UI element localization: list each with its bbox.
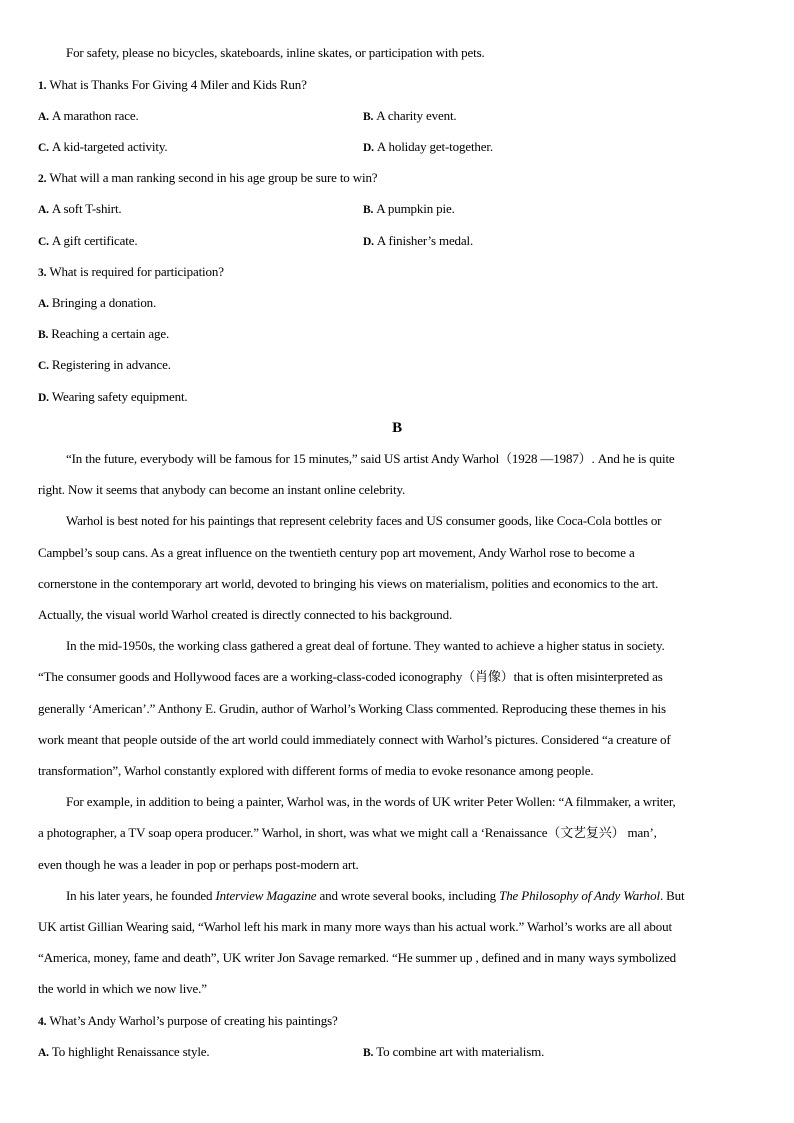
q3-option-d — [38, 389, 188, 406]
question-1 — [38, 77, 307, 94]
question-text: What is Thanks For Giving 4 Miler and Kids Run? — [49, 77, 307, 92]
passage-line — [66, 888, 684, 904]
question-2 — [38, 170, 377, 187]
option-label: C. — [38, 236, 49, 248]
q3-option-a — [38, 295, 156, 312]
option-label: B. — [38, 329, 49, 341]
question-text: What’s Andy Warhol’s purpose of creating his paintings? — [49, 1013, 338, 1028]
text-run: . But — [659, 888, 685, 903]
option-text: A marathon race. — [51, 108, 139, 123]
magazine-title: Interview Magazine — [215, 888, 317, 903]
question-3 — [38, 264, 224, 281]
passage-line: For example, in addition to being a painter, Warhol was, in the words of UK writer Peter Wollen: “A filmmaker, a writer, — [66, 794, 676, 809]
q3-option-c — [38, 357, 171, 374]
passage-line: generally ‘American’.” Anthony E. Grudin, author of Warhol’s Working Class commented. Reproducing these themes in his — [38, 701, 666, 716]
q4-option-a — [38, 1044, 210, 1061]
passage-line: Actually, the visual world Warhol created is directly connected to his background. — [38, 607, 453, 622]
option-label: A. — [38, 298, 49, 310]
option-label: C. — [38, 142, 49, 154]
q2-option-c — [38, 233, 137, 250]
passage-line: “In the future, everybody will be famous for 15 minutes,” said US artist Andy Warhol（1928 —1987）. And he is quite — [66, 451, 675, 466]
q4-option-b — [363, 1044, 544, 1061]
option-label: A. — [38, 111, 49, 123]
passage-line: “The consumer goods and Hollywood faces are a working-class-coded iconography（肖像）that is often misinterpreted as — [38, 669, 663, 684]
book-title: The Philosophy of Andy Warhol — [499, 888, 660, 903]
question-text: What will a man ranking second in his age group be sure to win? — [49, 170, 378, 185]
passage-line: In the mid-1950s, the working class gathered a great deal of fortune. They wanted to achieve a higher status in society. — [66, 638, 665, 653]
question-number: 4. — [38, 1016, 47, 1028]
option-text: To combine art with materialism. — [376, 1044, 545, 1059]
passage-line: right. Now it seems that anybody can become an instant online celebrity. — [38, 482, 406, 497]
question-number: 2. — [38, 173, 47, 185]
option-text: To highlight Renaissance style. — [51, 1044, 210, 1059]
option-label: D. — [38, 392, 49, 404]
question-text: What is required for participation? — [49, 264, 224, 279]
q2-option-a — [38, 201, 122, 218]
option-text: A kid-targeted activity. — [51, 139, 168, 154]
passage-line: Warhol is best noted for his paintings that represent celebrity faces and US consumer goods, like Coca-Cola bottles or — [66, 513, 662, 528]
option-text: A finisher’s medal. — [376, 233, 474, 248]
option-label: C. — [38, 360, 49, 372]
option-label: A. — [38, 204, 49, 216]
option-text: Bringing a donation. — [51, 295, 157, 310]
question-number: 3. — [38, 267, 47, 279]
option-text: A gift certificate. — [51, 233, 138, 248]
question-number: 1. — [38, 80, 47, 92]
option-text: Registering in advance. — [51, 357, 171, 372]
option-text: A holiday get-together. — [376, 139, 493, 154]
option-label: A. — [38, 1047, 49, 1059]
option-text: A charity event. — [376, 108, 457, 123]
passage-line: work meant that people outside of the art world could immediately connect with Warhol’s pictures. Considered “a creature of — [38, 732, 671, 747]
option-label: D. — [363, 236, 374, 248]
q3-option-b — [38, 326, 169, 343]
passage-line: a photographer, a TV soap opera producer.” Warhol, in short, was what we might call a ‘Renaissance（文艺复兴） man’, — [38, 825, 657, 840]
text-run: In his later years, he founded — [66, 888, 216, 903]
passage-line: even though he was a leader in pop or perhaps post-modern art. — [38, 857, 359, 872]
option-label: B. — [363, 204, 374, 216]
q2-option-d — [363, 233, 473, 250]
option-label: B. — [363, 1047, 374, 1059]
option-label: D. — [363, 142, 374, 154]
q1-option-d — [363, 139, 493, 156]
q1-option-b — [363, 108, 457, 125]
q1-option-a — [38, 108, 139, 125]
option-text: Reaching a certain age. — [51, 326, 170, 341]
q1-option-c — [38, 139, 167, 156]
option-text: A pumpkin pie. — [376, 201, 455, 216]
passage-line: cornerstone in the contemporary art world, devoted to bringing his views on materialism, polities and economics to the art. — [38, 576, 659, 591]
passage-line: UK artist Gillian Wearing said, “Warhol left his mark in many more ways than his actual work.” Warhol’s works are all about — [38, 919, 672, 934]
option-text: Wearing safety equipment. — [51, 389, 188, 404]
question-4 — [38, 1013, 338, 1030]
intro-line: For safety, please no bicycles, skateboards, inline skates, or participation with pets. — [66, 45, 485, 60]
option-label: B. — [363, 111, 374, 123]
section-heading: B — [392, 420, 402, 436]
passage-line: the world in which we now live.” — [38, 981, 207, 996]
passage-line: “America, money, fame and death”, UK writer Jon Savage remarked. “He summer up , defined and in many ways symbolized — [38, 950, 677, 965]
passage-line: transformation”, Warhol constantly explored with different forms of media to evoke resonance among people. — [38, 763, 594, 778]
text-run: and wrote several books, including — [316, 888, 500, 903]
option-text: A soft T-shirt. — [51, 201, 122, 216]
passage-line: Campbel’s soup cans. As a great influence on the twentieth century pop art movement, Andy Warhol rose to become a — [38, 545, 635, 560]
q2-option-b — [363, 201, 455, 218]
